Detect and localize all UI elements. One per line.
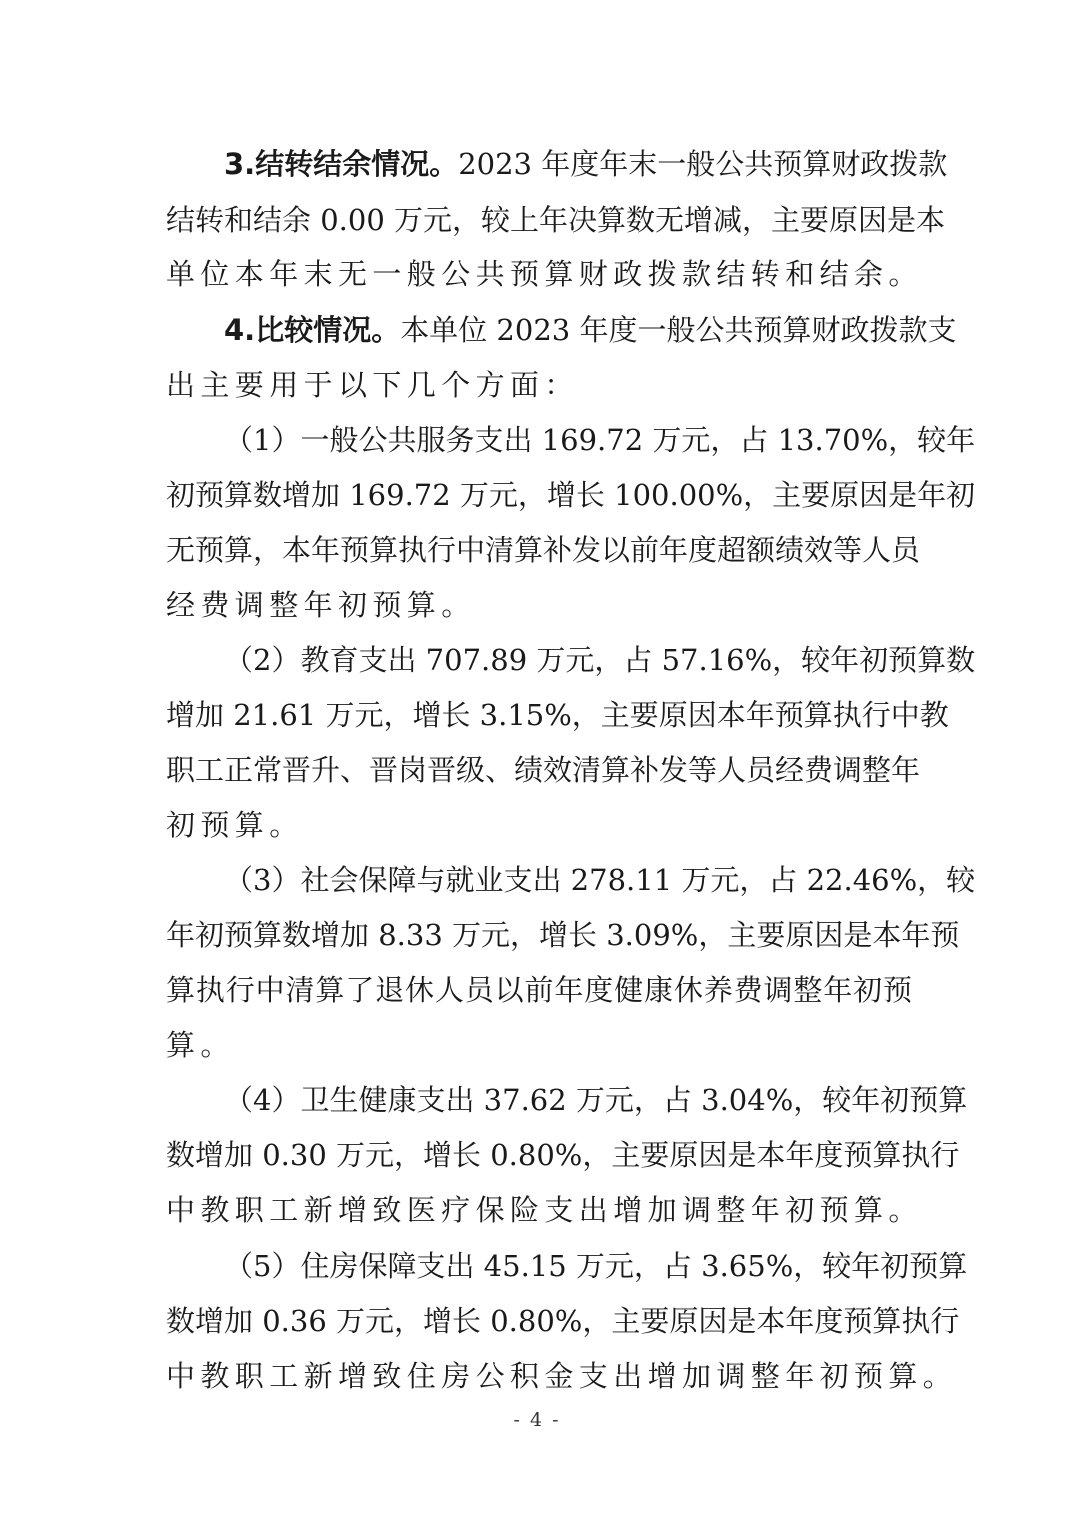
item-3-line-3: 算执行中清算了退休人员以前年度健康休养费调整年初预 xyxy=(166,973,912,1007)
item-4-line-2: 数增加 0.30 万元，增长 0.80%，主要原因是本年度预算执行 xyxy=(166,1138,960,1172)
paragraph-carryover-line-1 xyxy=(224,144,948,184)
item-1-line-3: 无预算，本年预算执行中清算补发以前年度超额绩效等人员 xyxy=(166,533,921,567)
paragraph-carryover-line-2: 结转和结余 0.00 万元，较上年决算数无增减，主要原因是本 xyxy=(166,203,946,237)
item-3-line-4: 算。 xyxy=(166,1028,235,1062)
item-5-line-1: （5）住房保障支出 45.15 万元，占 3.65%，较年初预算 xyxy=(224,1249,968,1283)
item-4-line-3: 中教职工新增致医疗保险支出增加调整年初预算。 xyxy=(166,1193,923,1227)
item-2-line-2: 增加 21.61 万元，增长 3.15%，主要原因本年预算执行中教 xyxy=(166,698,949,732)
paragraph-comparison-line-1 xyxy=(224,310,957,350)
paragraph-carryover-line-3: 单位本年末无一般公共预算财政拨款结转和结余。 xyxy=(166,257,923,291)
item-4-line-1: （4）卫生健康支出 37.62 万元，占 3.04%，较年初预算 xyxy=(224,1083,968,1117)
item-2-line-1: （2）教育支出 707.89 万元，占 57.16%，较年初预算数 xyxy=(224,643,976,677)
item-1-line-1: （1）一般公共服务支出 169.72 万元，占 13.70%，较年 xyxy=(224,423,976,457)
item-2-line-3: 职工正常晋升、晋岗晋级、绩效清算补发等人员经费调整年 xyxy=(166,753,921,787)
item-2-line-4: 初预算。 xyxy=(166,808,304,842)
paragraph-comparison-text: 本单位 2023 年度一般公共预算财政拨款支 xyxy=(400,313,957,347)
item-1-line-4: 经费调整年初预算。 xyxy=(166,588,476,622)
paragraph-comparison-line-2: 出主要用于以下几个方面： xyxy=(166,368,579,402)
item-3-line-2: 年初预算数增加 8.33 万元，增长 3.09%，主要原因是本年预 xyxy=(166,918,960,952)
paragraph-comparison-heading: 4.比较情况。 xyxy=(224,313,401,347)
item-1-line-2: 初预算数增加 169.72 万元，增长 100.00%，主要原因是年初 xyxy=(166,478,976,512)
item-5-line-2: 数增加 0.36 万元，增长 0.80%，主要原因是本年度预算执行 xyxy=(166,1304,960,1338)
paragraph-carryover-text: 2023 年度年末一般公共预算财政拨款 xyxy=(458,147,948,181)
page-number: - 4 - xyxy=(513,1409,561,1431)
item-3-line-1: （3）社会保障与就业支出 278.11 万元，占 22.46%，较 xyxy=(224,863,976,897)
item-5-line-3: 中教职工新增致住房公积金支出增加调整年初预算。 xyxy=(166,1359,958,1393)
paragraph-carryover-heading: 3.结转结余情况。 xyxy=(224,147,459,181)
